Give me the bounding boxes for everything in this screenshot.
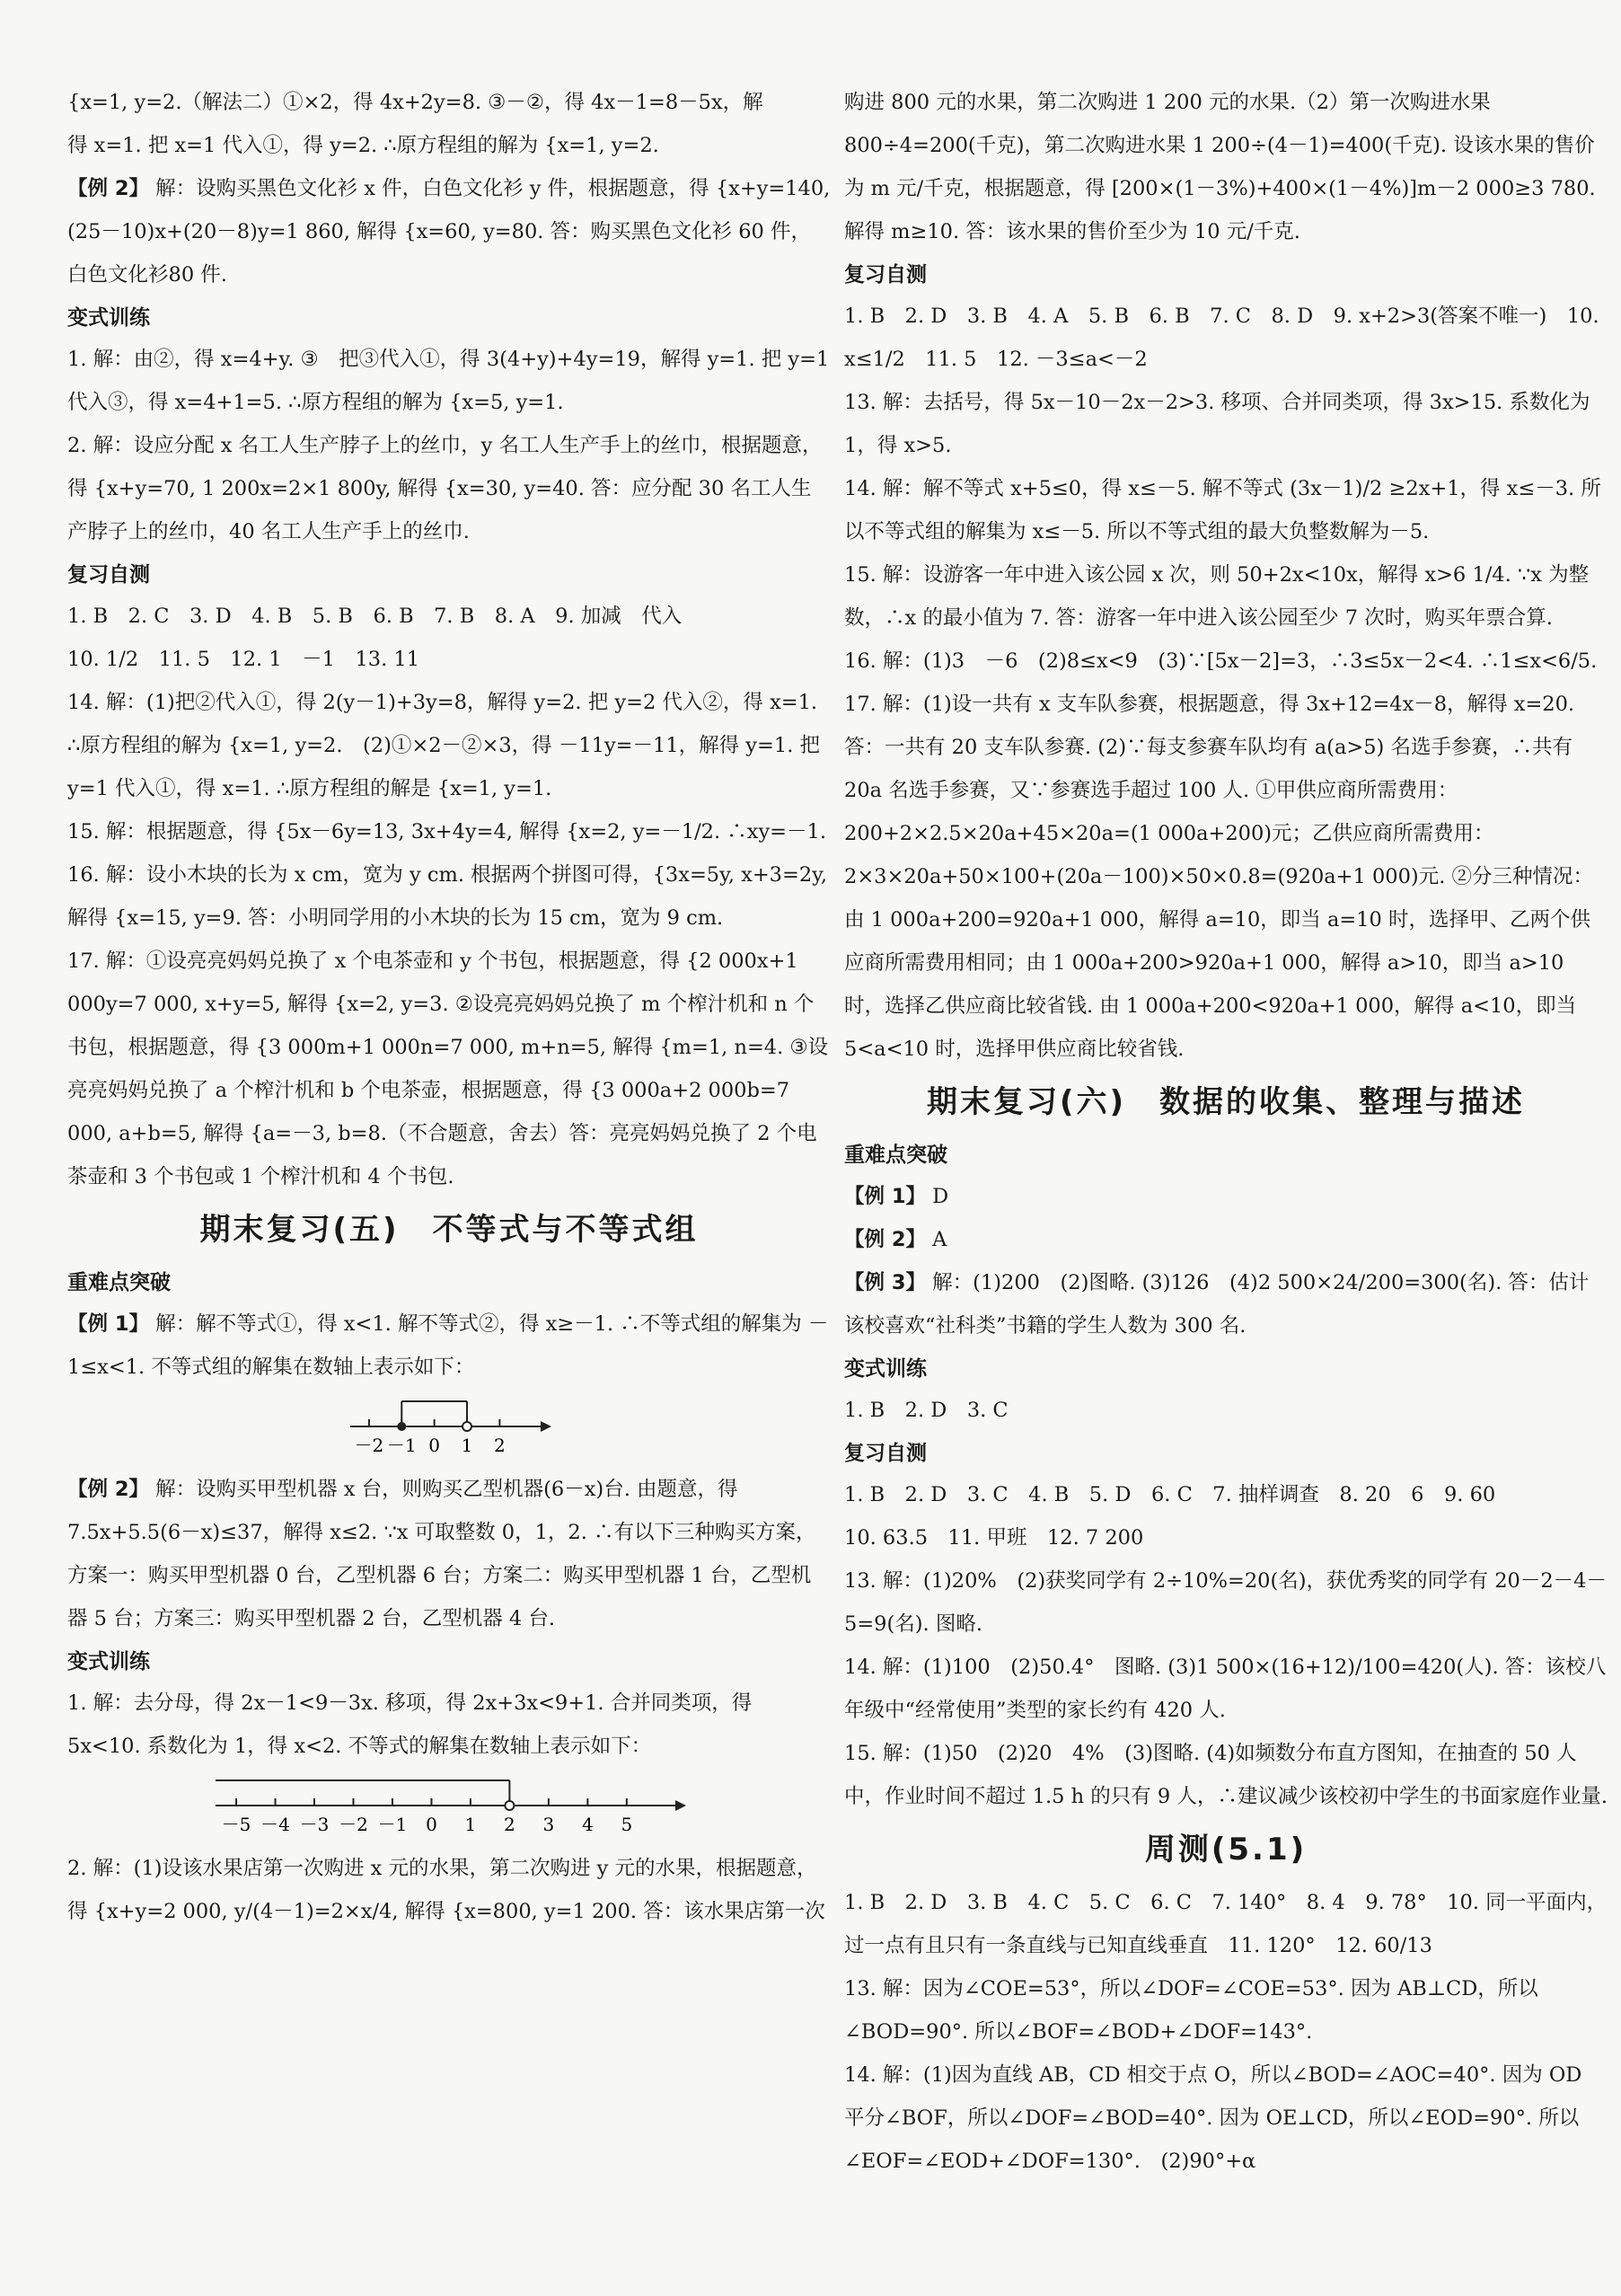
paragraph-text: 16. 解：(1)3 －6 (2)8≤x<9 (3)∵[5x－2]=3，∴3≤5x－2<4. ∴1≤x<6/5. xyxy=(844,649,1598,673)
paragraph-text: 1. 解：由②，得 x=4+y. ③ 把③代入①，得 3(4+y)+4y=19，解得 y=1. 把 y=1 代入③，得 x=4+1=5. ∴原方程组的解为 {x=5, y=1. xyxy=(67,348,830,414)
paragraph-text: 1. B 2. D 3. B 4. A 5. B 6. B 7. C 8. D 9. x+2>3(答案不唯一) 10. x≤1/2 11. 5 12. －3≤a<－2 xyxy=(844,305,1599,371)
text-paragraph xyxy=(67,1847,831,1933)
open-endpoint xyxy=(505,1801,514,1810)
example-label: 【例 1】 xyxy=(844,1185,926,1208)
paragraph-text: 14. 解：(1)100 (2)50.4° 图略. (3)1 500×(16+12)/100=420(人). 答：该校八年级中“经常使用”类型的家长约有 420 人. xyxy=(844,1656,1607,1722)
text-paragraph xyxy=(844,1732,1608,1818)
paragraph-text: {x=1, y=2.（解法二）①×2，得 4x+2y=8. ③－②，得 4x－1=8－5x，解 xyxy=(67,91,763,114)
text-paragraph xyxy=(67,338,831,424)
text-paragraph xyxy=(67,1468,831,1640)
tick-label: 4 xyxy=(581,1814,594,1835)
tick-label: 5 xyxy=(621,1814,633,1835)
text-paragraph xyxy=(844,467,1608,553)
paragraph-text: 解：(1)200 (2)图略. (3)126 (4)2 500×24/200=300(名). 答：估计该校喜欢“社科类”书籍的学生人数为 300 名. xyxy=(844,1271,1590,1338)
paragraph-text: A xyxy=(932,1228,947,1251)
text-paragraph xyxy=(844,683,1608,1071)
tick-label: 1 xyxy=(464,1814,477,1835)
axis-arrow xyxy=(675,1800,686,1811)
text-paragraph xyxy=(844,1881,1608,1967)
text-paragraph xyxy=(67,167,831,296)
paragraph-text: 14. 解：(1)把②代入①，得 2(y－1)+3y=8，解得 y=2. 把 y=2 代入②，得 x=1. ∴原方程组的解为 {x=1, y=2. (2)①×2－②×3，得 －11y=－11，解得 y=1. 把 y=1 代入①，得 x=1. ∴原方程组的解是 {x=1, y=1. xyxy=(67,691,820,800)
chapter-title: 期末复习(五) 不等式与不等式组 xyxy=(199,1212,699,1248)
tick-label: 0 xyxy=(426,1814,437,1835)
paragraph-text: 15. 解：设游客一年中进入该公园 x 次，则 50+2x<10x，解得 x>6 1/4. ∵x 为整数，∴x 的最小值为 7. 答：游客一年中进入该公园至少 7 次时，购买年票合算. xyxy=(844,563,1590,630)
section-heading: 变式训练 xyxy=(67,306,150,330)
closed-endpoint xyxy=(397,1422,406,1431)
text-paragraph xyxy=(844,1261,1608,1347)
tick-label: －5 xyxy=(221,1814,251,1835)
tick-label: －1 xyxy=(386,1435,417,1456)
text-paragraph xyxy=(67,810,831,853)
text-paragraph xyxy=(844,640,1608,683)
paragraph-text: 10. 1/2 11. 5 12. 1 －1 13. 11 xyxy=(67,648,420,671)
numline-number-line-1 xyxy=(332,1392,566,1464)
text-paragraph xyxy=(844,1218,1608,1261)
example-label: 【例 1】 xyxy=(67,1312,149,1336)
paragraph-text: 解：解不等式①，得 x<1. 解不等式②，得 x≥－1. ∴不等式组的解集为 －1≤x<1. 不等式组的解集在数轴上表示如下： xyxy=(67,1312,829,1379)
text-paragraph xyxy=(67,595,831,638)
section-heading: 变式训练 xyxy=(844,1357,927,1381)
paragraph-text: 1. B 2. D 3. C 4. B 5. D 6. C 7. 抽样调查 8. 20 6 9. 60 xyxy=(844,1483,1496,1506)
paragraph-text: 14. 解：(1)因为直线 AB，CD 相交于点 O，所以∠BOD=∠AOC=40°. 因为 OD 平分∠BOF，所以∠DOF=∠BOD=40°. 因为 OE⊥CD，所以∠EOD=90°. 所以∠EOF=∠EOD+∠DOF=130°. (2)90°+α xyxy=(844,2063,1582,2173)
paragraph-text: 购进 800 元的水果，第二次购进 1 200 元的水果.（2）第一次购进水果 800÷4=200(千克)，第二次购进水果 1 200÷(4－1)=400(千克). 设该水果的售价为 m 元/千克，根据题意，得 [200×(1－3%)+400×(1－4%)]m－2 000≥3 780. 解得 m≥10. 答：该水果的售价至少为 10 元/千克. xyxy=(844,91,1596,243)
paragraph-text: 15. 解：(1)50 (2)20 4% (3)图略. (4)如频数分布直方图知，在抽查的 50 人中，作业时间不超过 1.5 h 的只有 9 人，∴建议减少该校初中学生的书面家庭作业量. xyxy=(844,1742,1608,1808)
section-heading: 复习自测 xyxy=(844,1442,927,1465)
paragraph-text: 1. B 2. D 3. B 4. C 5. C 6. C 7. 140° 8. 4 9. 78° 10. 同一平面内，过一点有且只有一条直线与已知直线垂直 11. 120° 12. 60/13 xyxy=(844,1891,1608,1957)
text-paragraph xyxy=(67,424,831,553)
tick-label: 2 xyxy=(504,1814,515,1835)
section-heading: 重难点突破 xyxy=(844,1144,947,1167)
example-label: 【例 2】 xyxy=(67,177,149,200)
chapter-title: 期末复习(六) 数据的收集、整理与描述 xyxy=(926,1084,1526,1120)
paragraph-text: 解：设购买黑色文化衫 x 件，白色文化衫 y 件，根据题意，得 {x+y=140, (25－10)x+(20－8)y=1 860, 解得 {x=60, y=80. 答：购买黑色文化衫 60 件，白色文化衫80 件. xyxy=(67,177,831,287)
text-paragraph xyxy=(844,1967,1608,2053)
paragraph-text: 13. 解：(1)20% (2)获奖同学有 2÷10%=20(名)，获优秀奖的同学有 20－2－4－5=9(名). 图略. xyxy=(844,1569,1607,1636)
tick-label: 1 xyxy=(461,1435,473,1456)
example-label: 【例 3】 xyxy=(844,1271,926,1294)
section-heading: 重难点突破 xyxy=(67,1271,171,1294)
numline-number-line-2 xyxy=(198,1771,700,1843)
text-paragraph xyxy=(67,681,831,810)
chapter-title: 周测(5.1) xyxy=(1144,1832,1308,1868)
tick-label: 0 xyxy=(428,1435,441,1456)
paragraph-text: D xyxy=(932,1185,949,1208)
text-paragraph xyxy=(67,1682,831,1768)
paragraph-text: 1. 解：去分母，得 2x－1<9－3x. 移项，得 2x+3x<9+1. 合并同类项，得 5x<10. 系数化为 1，得 x<2. 不等式的解集在数轴上表示如下： xyxy=(67,1691,753,1758)
paragraph-text: 得 x=1. 把 x=1 代入①，得 y=2. ∴原方程组的解为 {x=1, y=2. xyxy=(67,134,659,157)
example-label: 【例 2】 xyxy=(844,1228,926,1251)
paragraph-text: 17. 解：①设亮亮妈妈兑换了 x 个电茶壶和 y 个书包，根据题意，得 {2 000x+1 000y=7 000, x+y=5, 解得 {x=2, y=3. ②设亮亮妈妈兑换了 m 个榨汁机和 n 个书包，根据题意，得 {3 000m+1 000n=7 000, m+n=5, 解得 {m=1, n=4. ③设亮亮妈妈兑换了 a 个榨汁机和 b 个电茶壶，根据题意，得 {3 000a+2 000b=7 000, a+b=5, 解得 {a=－3, b=8.（不合题意，舍去）答：亮亮妈妈兑换了 2 个电茶壶和 3 个书包或 1 个榨汁机和 4 个书包. xyxy=(67,949,829,1188)
tick-label: －3 xyxy=(299,1814,330,1835)
text-paragraph xyxy=(844,1473,1608,1516)
tick-label: －4 xyxy=(260,1814,290,1835)
section-heading: 复习自测 xyxy=(844,263,927,287)
paragraph-text: 16. 解：设小木块的长为 x cm，宽为 y cm. 根据两个拼图可得，{3x=5y, x+3=2y, 解得 {x=15, y=9. 答：小明同学用的小木块的长为 15 cm，宽为 9 cm. xyxy=(67,863,828,930)
paragraph-text: 15. 解：根据题意，得 {5x－6y=13, 3x+4y=4, 解得 {x=2, y=－1/2. ∴xy=－1. xyxy=(67,820,827,843)
section-heading: 变式训练 xyxy=(67,1650,150,1673)
text-paragraph xyxy=(67,1303,831,1389)
paragraph-text: 2. 解：设应分配 x 名工人生产脖子上的丝巾，y 名工人生产手上的丝巾，根据题意，得 {x+y=70, 1 200x=2×1 800y, 解得 {x=30, y=40. 答：应分配 30 名工人生产脖子上的丝巾，40 名工人生产手上的丝巾. xyxy=(67,434,823,543)
text-paragraph xyxy=(67,638,831,681)
text-paragraph xyxy=(844,1389,1608,1432)
tick-label: －2 xyxy=(354,1435,384,1456)
section-heading: 复习自测 xyxy=(67,563,150,587)
right-column xyxy=(844,81,1608,2183)
tick-label: －2 xyxy=(339,1814,368,1835)
text-paragraph xyxy=(67,940,831,1198)
text-paragraph xyxy=(844,2053,1608,2183)
paragraph-text: 17. 解：(1)设一共有 x 支车队参赛，根据题意，得 3x+12=4x－8，解得 x=20. 答：一共有 20 支车队参赛. (2)∵每支参赛车队均有 a(a>5) 名选手参赛，∴共有 20a 名选手参赛，又∵参赛选手超过 100 人. ①甲供应商所需费用：200+2×2.5×20a+45×20a=(1 000a+200)元；乙供应商所需费用：2×3×20a+50×100+(20a－100)×50×0.8=(920a+1 000)元. ②分三种情况：由 1 000a+200=920a+1 000，解得 a=10，即当 a=10 时，选择甲、乙两个供应商所需费用相同；由 1 000a+200>920a+1 000，解得 a>10，即当 a>10 时，选择乙供应商比较省钱. 由 1 000a+200<920a+1 000，解得 a<10，即当 5<a<10 时，选择甲供应商比较省钱. xyxy=(844,693,1594,1061)
tick-label: －1 xyxy=(377,1814,408,1835)
tick-label: 2 xyxy=(493,1435,506,1456)
text-paragraph xyxy=(844,1175,1608,1218)
text-paragraph xyxy=(67,124,831,167)
text-paragraph xyxy=(844,1516,1608,1559)
paragraph-text: 解：设购买甲型机器 x 台，则购买乙型机器(6－x)台. 由题意，得 7.5x+5.5(6－x)≤37，解得 x≤2. ∵x 可取整数 0，1，2. ∴有以下三种购买方案，方案一：购买甲型机器 0 台，乙型机器 6 台；方案二：购买甲型机器 1 台，乙型机器 5 台；方案三：购买甲型机器 2 台，乙型机器 4 台. xyxy=(67,1478,816,1630)
paragraph-text: 10. 63.5 11. 甲班 12. 7 200 xyxy=(844,1526,1144,1550)
tick-label: 3 xyxy=(542,1814,555,1835)
text-paragraph xyxy=(67,81,831,124)
paragraph-text: 14. 解：解不等式 x+5≤0，得 x≤－5. 解不等式 (3x－1)/2 ≥2x+1，得 x≤－3. 所以不等式组的解集为 x≤－5. 所以不等式组的最大负整数解为－5. xyxy=(844,477,1601,543)
text-paragraph xyxy=(844,295,1608,381)
paragraph-text: 1. B 2. D 3. C xyxy=(844,1399,1009,1422)
paragraph-text: 13. 解：去括号，得 5x－10－2x－2>3. 移项、合并同类项，得 3x>15. 系数化为 1，得 x>5. xyxy=(844,391,1590,457)
open-endpoint xyxy=(463,1422,471,1431)
text-paragraph xyxy=(844,81,1608,253)
axis-arrow xyxy=(541,1421,551,1432)
left-column xyxy=(67,81,831,1933)
paragraph-text: 1. B 2. C 3. D 4. B 5. B 6. B 7. B 8. A 9. 加减 代入 xyxy=(67,605,683,628)
text-paragraph xyxy=(844,1559,1608,1646)
text-paragraph xyxy=(844,553,1608,640)
example-label: 【例 2】 xyxy=(67,1478,149,1501)
text-paragraph xyxy=(844,381,1608,467)
paragraph-text: 2. 解：(1)设该水果店第一次购进 x 元的水果，第二次购进 y 元的水果，根据题意，得 {x+y=2 000, y/(4－1)=2×x/4, 解得 {x=800, y=1 200. 答：该水果店第一次 xyxy=(67,1857,825,1923)
text-paragraph xyxy=(844,1646,1608,1732)
text-paragraph xyxy=(67,853,831,940)
paragraph-text: 13. 解：因为∠COE=53°，所以∠DOF=∠COE=53°. 因为 AB⊥CD，所以∠BOD=90°. 所以∠BOF=∠BOD+∠DOF=143°. xyxy=(844,1977,1538,2044)
